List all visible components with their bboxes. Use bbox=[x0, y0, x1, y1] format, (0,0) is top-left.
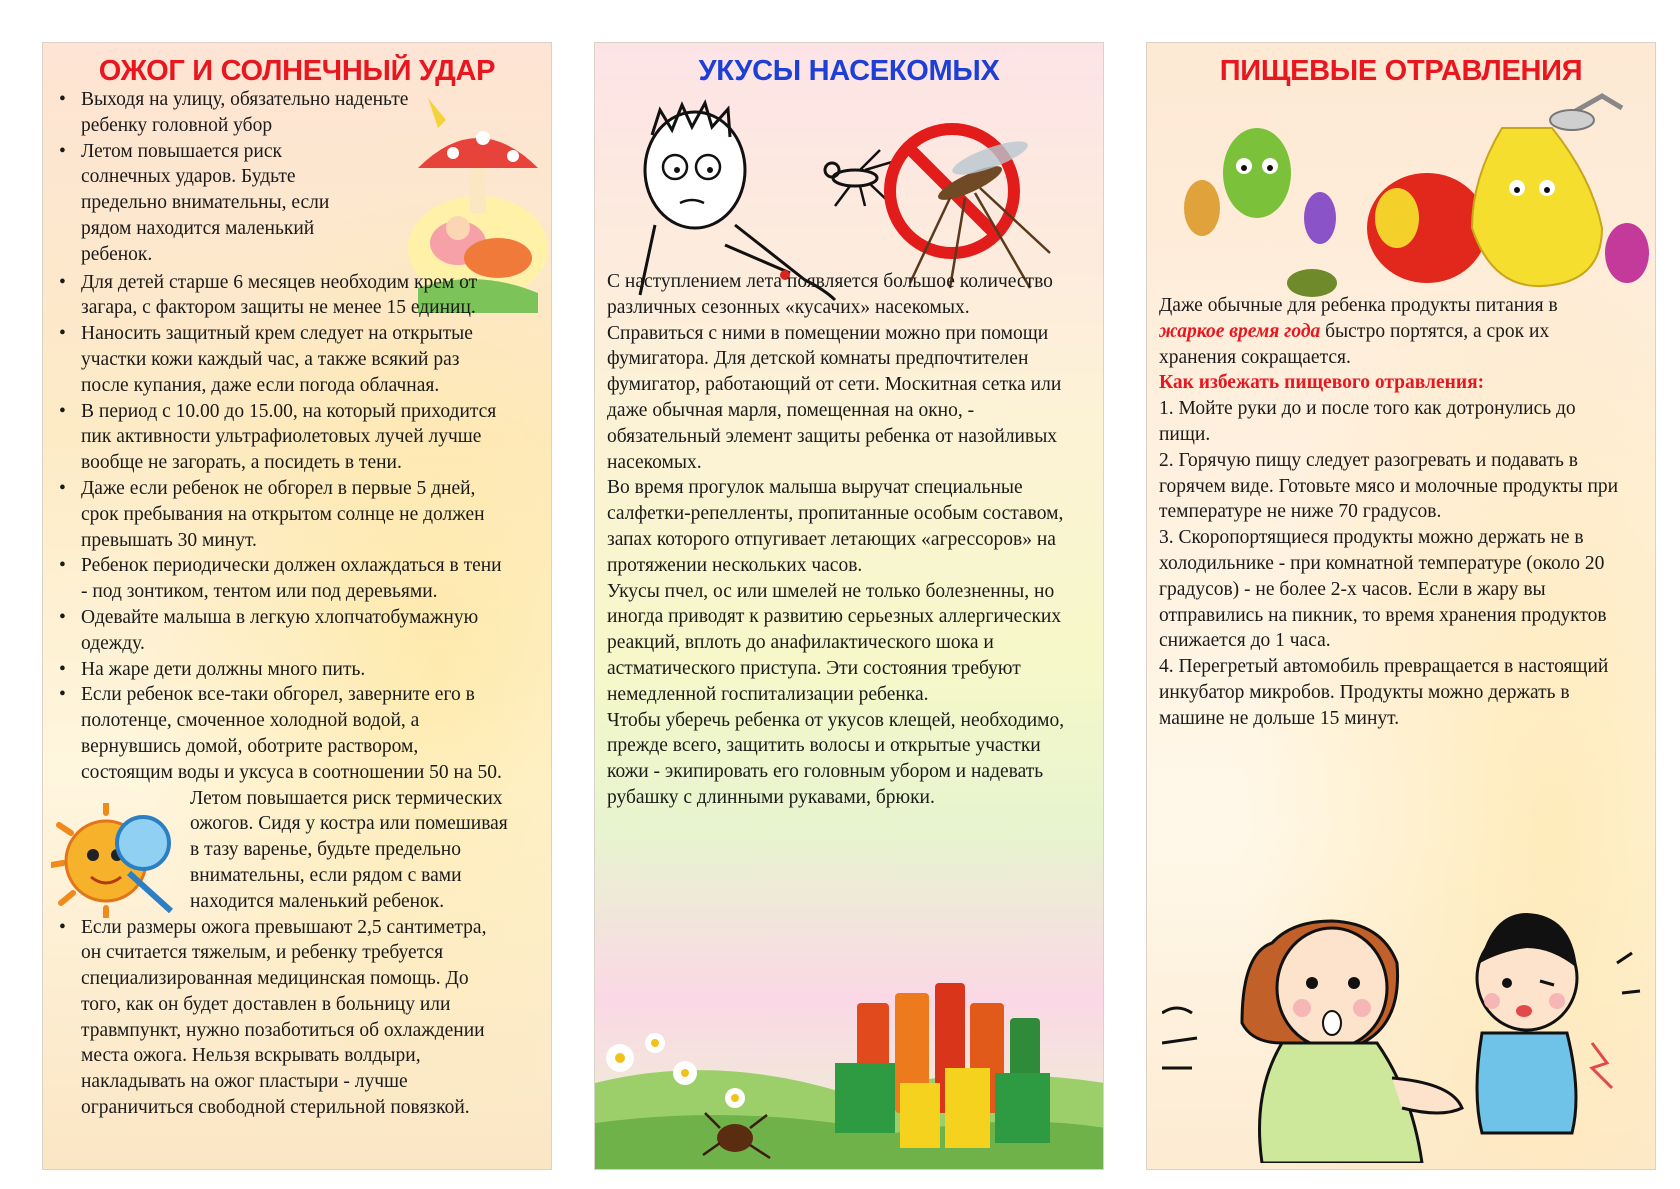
list-item: 3. Скоропортящиеся продукты можно держать не в холодильнике - при комнатной температуре (около 20 градусов) - не более 2-х часов. Если в жару вы отправились на пикник, то время хранения продуктов снижается до 1 часа. bbox=[1159, 527, 1607, 652]
intro-paragraph bbox=[1159, 293, 1619, 370]
list-item: • На жаре дети должны много пить. bbox=[55, 657, 510, 683]
list-item: 2. Горячую пищу следует разогревать и подавать в горячем виде. Готовьте мясо и молочные продукты при температуре не ниже 70 градусов. bbox=[1159, 449, 1619, 523]
list-item: • Одевайте малыша в легкую хлопчатобумажную одежду. bbox=[55, 605, 510, 657]
list-item-text: Наносить защитный крем следует на открытые участки кожи каждый час, а также всякий раз после купания, даже если погода облачная. bbox=[81, 323, 473, 396]
list-item-text: Если ребенок все-таки обгорел, заверните его в полотенце, смоченное холодной водой, а вернувшись домой, оботрите раствором, состоящим воды и уксуса в соотношении 50 на 50. bbox=[81, 684, 502, 783]
paragraph: Чтобы уберечь ребенка от укусов клещей, необходимо, прежде всего, защитить волосы и открытые участки кожи - экипировать его головным убором и надевать рубашку с длинными рукавами, брюки. bbox=[607, 709, 1065, 808]
list-item-text: Выходя на улицу, обязательно наденьте ребенку головной убор bbox=[81, 89, 409, 136]
list-item: 4. Перегретый автомобиль превращается в настоящий инкубатор микробов. Продукты можно держать в машине не дольше 15 минут. bbox=[1159, 656, 1609, 729]
section-heading: Как избежать пищевого отравления: bbox=[1159, 372, 1485, 394]
paragraph: Во время прогулок малыша выручат специальные салфетки-репелленты, пропитанные особым составом, запах которого отпугивает летающих «агрессоров» на протяжении нескольких часов. bbox=[607, 477, 1064, 576]
paragraph: Справиться с ними в помещении можно при помощи фумигатора. Для детской комнаты предпочтителен фумигатор, работающий от сети. Москитная сетка или даже обычная марля, помещенная на окно, - обязательный элемент защиты ребенка от назойливых насекомых. bbox=[607, 322, 1062, 473]
panel-insect-bites bbox=[594, 42, 1104, 1170]
paragraph: С наступлением лета появляется большое количество различных сезонных «кусачих» насекомых. bbox=[607, 271, 1053, 318]
paragraph: Укусы пчел, ос или шмелей не только болезненны, но иногда приводят к развитию серьезных аллергических реакций, вплоть до анафилактического шока и астматического приступа. Эти состояния требуют немедленной госпитализации ребенка. bbox=[607, 580, 1062, 705]
list-item-text: В период с 10.00 до 15.00, на который приходится пик активности ультрафиолетовых лучей лучше вообще не загорать, а посидеть в тени. bbox=[81, 400, 497, 474]
list-item: • Для детей старше 6 месяцев необходим крем от загара, с фактором защиты не менее 15 единиц. bbox=[55, 270, 510, 322]
panel-food-poisoning bbox=[1146, 42, 1656, 1170]
food-text bbox=[1159, 293, 1619, 732]
list-item: • Наносить защитный крем следует на открытые участки кожи каждый час, а также всякий раз после купания, даже если погода облачная. bbox=[55, 321, 510, 398]
mother-child-illustration bbox=[1162, 893, 1642, 1163]
panel-burns bbox=[42, 42, 552, 1170]
list-item-text: Даже если ребенок не обгорел в первые 5 дней, срок пребывания на открытом солнце не должен превышать 30 минут. bbox=[81, 477, 485, 551]
burns-text bbox=[55, 87, 515, 1121]
list-item-text: Для детей старше 6 месяцев необходим крем от загара, с фактором защиты не менее 15 единиц. bbox=[81, 271, 478, 319]
list-item: • Если размеры ожога превышают 2,5 сантиметра, он считается тяжелым, и ребенку требуется специализированная медицинская помощь. До того, как он будет доставлен в больницу или травмпункт, нужно позаботиться об охлаждении места ожога. Нельзя вскрывать волдыри, накладывать на ожог пластыри - лучше ограничиться свободной стерильной повязкой. bbox=[55, 915, 510, 1121]
list-item-text: На жаре дети должны много пить. bbox=[81, 658, 366, 680]
list-item: • Летом повышается риск солнечных ударов. Будьте предельно внимательны, если рядом находится маленький ребенок. bbox=[55, 139, 340, 268]
list-item-text: Если размеры ожога превышают 2,5 сантиметра, он считается тяжелым, и ребенку требуется специализированная медицинская помощь. До того, как он будет доставлен в больницу или травмпункт, нужно позаботиться об охлаждении места ожога. Нельзя вскрывать волдыри, накладывать на ожог пластыри - лучше ограничиться свободной стерильной повязкой. bbox=[81, 916, 487, 1119]
intro-emphasis: жаркое время года bbox=[1159, 320, 1321, 342]
list-item: • Выходя на улицу, обязательно наденьте ребенку головной убор bbox=[55, 87, 475, 139]
list-item: • Если ребенок все-таки обгорел, заверните его в полотенце, смоченное холодной водой, а вернувшись домой, оботрите раствором, состоящим воды и уксуса в соотношении 50 на 50. bbox=[55, 682, 510, 785]
list-item-text: Ребенок периодически должен охлаждаться в тени - под зонтиком, тентом или под деревьями. bbox=[81, 555, 502, 603]
no-mosquito-sign-icon bbox=[880, 113, 1060, 293]
list-item-text: Летом повышается риск солнечных ударов. Будьте предельно внимательны, если рядом находится маленький ребенок. bbox=[81, 140, 330, 265]
repellent-products-illustration bbox=[595, 963, 1104, 1170]
list-item: • В период с 10.00 до 15.00, на который приходится пик активности ультрафиолетовых лучей лучше вообще не загорать, а посидеть в тени. bbox=[55, 399, 510, 476]
panel-title: ОЖОГ И СОЛНЕЧНЫЙ УДАР bbox=[98, 55, 496, 87]
germs-fruits-illustration bbox=[1172, 88, 1652, 303]
list-item: • Ребенок периодически должен охлаждаться в тени - под зонтиком, тентом или под деревьями. bbox=[55, 553, 510, 605]
sun-illustration bbox=[51, 803, 181, 918]
thermal-burns-paragraph: Летом повышается риск термических ожогов. Сидя у костра или помешивая в тазу варенье, будьте предельно внимательны, если рядом с вами находится маленький ребенок. bbox=[190, 787, 508, 912]
list-item: • Даже если ребенок не обгорел в первые 5 дней, срок пребывания на открытом солнце не должен превышать 30 минут. bbox=[55, 476, 510, 553]
insect-text bbox=[607, 269, 1067, 811]
panel-title: ПИЩЕВЫЕ ОТРАВЛЕНИЯ bbox=[1219, 55, 1583, 87]
intro-text-a: Даже обычные для ребенка продукты питания в bbox=[1159, 295, 1558, 316]
intro-text-b: быстро портятся, а срок их хранения сокращается. bbox=[1159, 320, 1550, 368]
panel-title: УКУСЫ НАСЕКОМЫХ bbox=[698, 55, 1000, 87]
list-item-text: Одевайте малыша в легкую хлопчатобумажную одежду. bbox=[81, 606, 479, 654]
list-item: 1. Мойте руки до и после того как дотронулись до пищи. bbox=[1159, 398, 1576, 445]
